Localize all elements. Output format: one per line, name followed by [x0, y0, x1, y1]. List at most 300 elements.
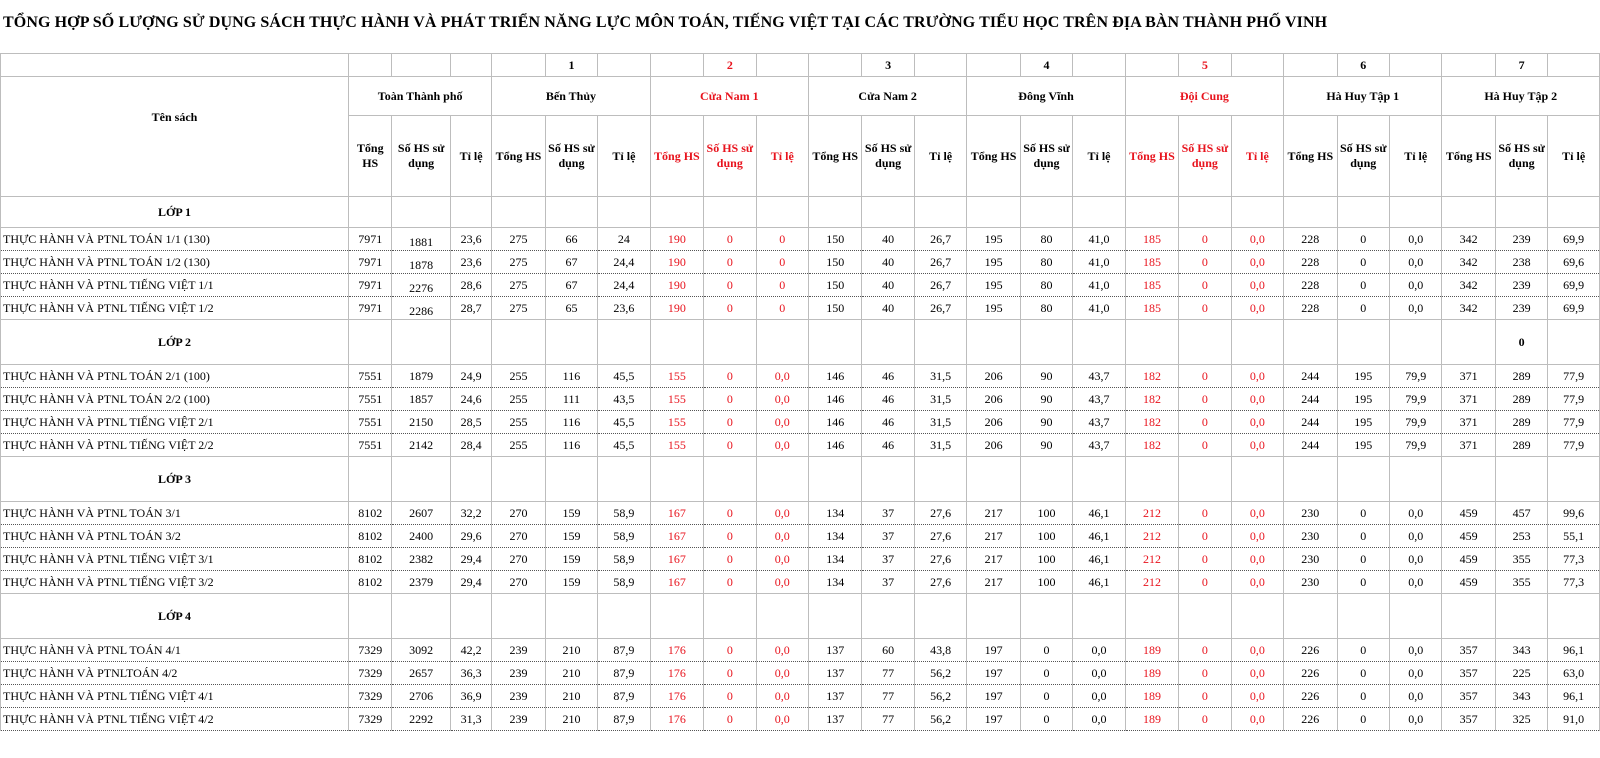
empty-cell — [492, 197, 545, 228]
book-name: THỰC HÀNH VÀ PTNL TOÁN 1/1 (130) — [1, 228, 349, 251]
city-total-students-cell — [349, 411, 392, 434]
school-total-students: 244 — [1284, 411, 1337, 434]
school-total-students: 270 — [492, 525, 545, 548]
school-students-using: 60 — [862, 639, 914, 662]
school-total-students: 195 — [967, 228, 1020, 251]
school-total-students: 217 — [967, 502, 1020, 525]
students-using-header: Số HS sử dụng — [1337, 116, 1389, 197]
school-students-using: 111 — [545, 388, 597, 411]
total-students-header: Tổng HS — [809, 116, 862, 197]
empty-cell — [1442, 320, 1495, 365]
school-ratio: 26,7 — [914, 274, 966, 297]
empty-cell — [545, 197, 597, 228]
city-total-header: Toàn Thành phố — [349, 77, 492, 116]
school-ratio: 0,0 — [1231, 502, 1283, 525]
school-ratio: 43,7 — [1073, 388, 1125, 411]
empty-cell — [349, 320, 392, 365]
empty-cell — [1337, 457, 1389, 502]
grade-label: LỚP 2 — [1, 320, 349, 365]
school-ratio: 27,6 — [914, 525, 966, 548]
school-total-students: 190 — [650, 274, 703, 297]
school-ratio: 77,9 — [1548, 434, 1600, 457]
total-students-header: Tổng HS — [492, 116, 545, 197]
empty-cell — [650, 594, 703, 639]
school-ratio: 0 — [756, 297, 808, 320]
school-ratio: 0,0 — [756, 525, 808, 548]
school-ratio: 87,9 — [598, 639, 650, 662]
school-number: 3 — [862, 54, 914, 77]
school-total-students: 275 — [492, 274, 545, 297]
school-total-students: 212 — [1125, 571, 1178, 594]
city-total-students-cell — [349, 388, 392, 411]
empty-cell — [1020, 197, 1072, 228]
school-students-using: 355 — [1495, 571, 1547, 594]
city-total-students: 7551 — [358, 369, 383, 383]
city-total-students-cell — [349, 548, 392, 571]
school-ratio: 79,9 — [1389, 411, 1441, 434]
empty-cell — [704, 197, 756, 228]
empty-cell — [756, 197, 808, 228]
grade-label: LỚP 1 — [1, 197, 349, 228]
empty-cell — [349, 457, 392, 502]
empty-cell — [545, 594, 597, 639]
school-students-using: 210 — [545, 662, 597, 685]
empty-cell — [450, 594, 491, 639]
school-ratio: 0,0 — [1231, 708, 1283, 731]
school-total-students: 150 — [809, 251, 862, 274]
school-students-using: 0 — [1179, 571, 1231, 594]
school-students-using: 0 — [704, 434, 756, 457]
school-ratio: 69,9 — [1548, 297, 1600, 320]
school-total-students: 176 — [650, 685, 703, 708]
school-students-using: 90 — [1020, 411, 1072, 434]
school-students-using: 67 — [545, 251, 597, 274]
empty-cell — [598, 54, 650, 77]
school-ratio: 41,0 — [1073, 297, 1125, 320]
school-total-students: 190 — [650, 228, 703, 251]
school-total-students: 189 — [1125, 662, 1178, 685]
empty-cell — [1442, 197, 1495, 228]
school-students-using: 116 — [545, 365, 597, 388]
school-total-students: 167 — [650, 525, 703, 548]
total-students-header: Tổng HS — [1442, 116, 1495, 197]
school-ratio: 0,0 — [756, 571, 808, 594]
grade-row — [1, 457, 1600, 502]
school-number: 4 — [1020, 54, 1072, 77]
school-students-using: 0 — [704, 251, 756, 274]
school-students-using: 343 — [1495, 639, 1547, 662]
empty-cell — [1231, 457, 1283, 502]
school-total-students: 195 — [967, 274, 1020, 297]
school-total-students: 212 — [1125, 525, 1178, 548]
school-ratio: 56,2 — [914, 662, 966, 685]
school-total-students: 197 — [967, 685, 1020, 708]
school-ratio: 46,1 — [1073, 548, 1125, 571]
school-students-using: 0 — [704, 685, 756, 708]
school-ratio: 58,9 — [598, 525, 650, 548]
school-total-students: 182 — [1125, 411, 1178, 434]
school-students-using: 80 — [1020, 297, 1072, 320]
empty-cell — [1442, 594, 1495, 639]
grade-label: LỚP 4 — [1, 594, 349, 639]
city-ratio-cell — [450, 365, 491, 388]
school-total-students: 255 — [492, 434, 545, 457]
empty-cell — [809, 54, 862, 77]
table-row — [1, 365, 1600, 388]
empty-cell — [1284, 197, 1337, 228]
school-ratio: 43,7 — [1073, 434, 1125, 457]
school-students-using: 77 — [862, 708, 914, 731]
empty-cell — [598, 594, 650, 639]
school-students-using: 46 — [862, 388, 914, 411]
school-students-using: 0 — [1179, 502, 1231, 525]
school-students-using: 159 — [545, 571, 597, 594]
city-students-using-cell — [392, 297, 451, 320]
empty-cell — [349, 197, 392, 228]
school-ratio: 79,9 — [1389, 365, 1441, 388]
school-ratio: 0,0 — [1389, 662, 1441, 685]
book-name: THỰC HÀNH VÀ PTNL TIẾNG VIỆT 1/2 — [1, 297, 349, 320]
city-total-students: 7971 — [358, 255, 383, 269]
table-row — [1, 708, 1600, 731]
city-students-using-cell — [392, 251, 451, 274]
school-total-students: 244 — [1284, 388, 1337, 411]
book-name: THỰC HÀNH VÀ PTNL TIẾNG VIỆT 1/1 — [1, 274, 349, 297]
school-total-students: 137 — [809, 662, 862, 685]
city-ratio: 23,6 — [460, 255, 482, 269]
school-total-students: 146 — [809, 434, 862, 457]
school-students-using: 289 — [1495, 434, 1547, 457]
school-ratio: 31,5 — [914, 434, 966, 457]
school-total-students: 182 — [1125, 434, 1178, 457]
empty-cell — [392, 457, 451, 502]
school-total-students: 217 — [967, 548, 1020, 571]
empty-cell — [450, 320, 491, 365]
school-ratio: 41,0 — [1073, 251, 1125, 274]
school-students-using: 0 — [1179, 297, 1231, 320]
table-row — [1, 251, 1600, 274]
school-ratio: 96,1 — [1548, 639, 1600, 662]
school-ratio: 24,4 — [598, 274, 650, 297]
city-ratio: 32,2 — [460, 506, 482, 520]
empty-cell — [1179, 197, 1231, 228]
book-name: THỰC HÀNH VÀ PTNL TOÁN 3/2 — [1, 525, 349, 548]
city-students-using: 2657 — [409, 666, 434, 680]
school-total-students: 212 — [1125, 502, 1178, 525]
grade-row — [1, 594, 1600, 639]
city-total-students: 7329 — [358, 643, 383, 657]
school-students-using: 253 — [1495, 525, 1547, 548]
school-total-students: 226 — [1284, 662, 1337, 685]
school-total-students: 342 — [1442, 251, 1495, 274]
school-total-students: 226 — [1284, 639, 1337, 662]
school-total-students: 197 — [967, 708, 1020, 731]
city-ratio: 29,4 — [460, 575, 482, 589]
school-total-students: 239 — [492, 708, 545, 731]
school-students-using: 0 — [1179, 411, 1231, 434]
city-total-students-cell — [349, 639, 392, 662]
school-total-students: 150 — [809, 274, 862, 297]
empty-cell — [1231, 320, 1283, 365]
city-total-students-cell — [349, 502, 392, 525]
school-total-students: 146 — [809, 388, 862, 411]
empty-cell — [1179, 457, 1231, 502]
school-students-using: 289 — [1495, 411, 1547, 434]
empty-cell — [1389, 457, 1441, 502]
school-students-using: 0 — [704, 411, 756, 434]
school-ratio: 27,6 — [914, 548, 966, 571]
school-students-using: 0 — [704, 274, 756, 297]
empty-cell — [1179, 594, 1231, 639]
school-total-students: 197 — [967, 662, 1020, 685]
school-total-students: 459 — [1442, 548, 1495, 571]
school-total-students: 230 — [1284, 525, 1337, 548]
school-ratio: 0,0 — [1073, 685, 1125, 708]
city-students-using: 2142 — [409, 438, 434, 452]
school-students-using: 0 — [1179, 548, 1231, 571]
page-title: TỔNG HỢP SỐ LƯỢNG SỬ DỤNG SÁCH THỰC HÀNH VÀ PHÁT TRIỂN NĂNG LỰC MÔN TOÁN, TIẾNG VIỆT TẠI CÁC TRƯỜNG TIỂU HỌC TRÊN ĐỊA BÀN THÀNH PHỐ VINH — [3, 14, 1328, 31]
school-total-students: 244 — [1284, 365, 1337, 388]
city-ratio: 36,3 — [460, 666, 482, 680]
total-students-header: Tổng HS — [967, 116, 1020, 197]
school-ratio: 0,0 — [756, 708, 808, 731]
school-students-using: 0 — [1179, 274, 1231, 297]
school-total-students: 155 — [650, 411, 703, 434]
school-students-using: 80 — [1020, 228, 1072, 251]
city-total-students-cell — [349, 274, 392, 297]
school-ratio: 0,0 — [756, 365, 808, 388]
book-name: THỰC HÀNH VÀ PTNL TIẾNG VIỆT 3/2 — [1, 571, 349, 594]
empty-cell — [349, 594, 392, 639]
empty-cell — [1284, 320, 1337, 365]
empty-cell — [967, 320, 1020, 365]
students-using-header: Số HS sử dụng — [545, 116, 597, 197]
city-ratio-cell — [450, 708, 491, 731]
city-students-using: 2379 — [409, 575, 434, 589]
school-total-students: 195 — [967, 251, 1020, 274]
school-ratio: 41,0 — [1073, 228, 1125, 251]
empty-cell — [1125, 594, 1178, 639]
school-total-students: 155 — [650, 434, 703, 457]
city-ratio-cell — [450, 297, 491, 320]
city-total-students: 8102 — [358, 529, 383, 543]
table-row — [1, 571, 1600, 594]
school-total-students: 212 — [1125, 548, 1178, 571]
school-students-using: 0 — [1337, 502, 1389, 525]
school-ratio: 46,1 — [1073, 502, 1125, 525]
city-students-using-cell — [392, 502, 451, 525]
ratio-header: Tỉ lệ — [1548, 116, 1600, 197]
empty-cell — [349, 54, 392, 77]
school-ratio: 0,0 — [1231, 525, 1283, 548]
school-total-students: 185 — [1125, 251, 1178, 274]
school-ratio: 77,9 — [1548, 411, 1600, 434]
empty-cell — [862, 594, 914, 639]
school-ratio: 26,7 — [914, 228, 966, 251]
school-ratio: 0,0 — [1389, 525, 1441, 548]
school-ratio: 69,6 — [1548, 251, 1600, 274]
table-row — [1, 274, 1600, 297]
city-total-students-cell — [349, 708, 392, 731]
empty-cell — [1548, 197, 1600, 228]
school-ratio: 0,0 — [756, 662, 808, 685]
school-ratio: 0,0 — [1231, 548, 1283, 571]
empty-cell — [1389, 594, 1441, 639]
city-total-students-cell — [349, 365, 392, 388]
city-students-using: 1878 — [409, 258, 434, 272]
total-students-header: Tổng HS — [1125, 116, 1178, 197]
school-total-students: 206 — [967, 411, 1020, 434]
school-ratio: 0,0 — [756, 639, 808, 662]
school-ratio: 41,0 — [1073, 274, 1125, 297]
school-ratio: 0 — [756, 274, 808, 297]
school-total-students: 371 — [1442, 434, 1495, 457]
school-ratio: 0,0 — [1389, 571, 1441, 594]
ratio-header: Tỉ lệ — [1231, 116, 1283, 197]
school-total-students: 137 — [809, 639, 862, 662]
school-total-students: 182 — [1125, 388, 1178, 411]
school-ratio: 77,9 — [1548, 388, 1600, 411]
school-ratio: 79,9 — [1389, 434, 1441, 457]
school-students-using: 0 — [1179, 365, 1231, 388]
school-total-students: 275 — [492, 251, 545, 274]
empty-cell — [1, 54, 349, 77]
school-students-using: 37 — [862, 548, 914, 571]
empty-cell — [492, 320, 545, 365]
city-total-students-cell — [349, 662, 392, 685]
empty-cell — [1548, 457, 1600, 502]
school-ratio: 0,0 — [1389, 274, 1441, 297]
city-ratio: 31,3 — [460, 712, 482, 726]
school-ratio: 0,0 — [1231, 662, 1283, 685]
empty-cell — [598, 457, 650, 502]
empty-cell — [1231, 54, 1283, 77]
city-ratio: 23,6 — [460, 232, 482, 246]
city-students-using: 2276 — [409, 281, 434, 295]
school-total-students: 176 — [650, 708, 703, 731]
school-ratio: 0 — [756, 228, 808, 251]
school-total-students: 228 — [1284, 228, 1337, 251]
school-ratio: 0,0 — [1231, 639, 1283, 662]
table-row — [1, 548, 1600, 571]
school-number: 6 — [1337, 54, 1389, 77]
city-total-students: 8102 — [358, 506, 383, 520]
school-name-header: Cửa Nam 2 — [809, 77, 967, 116]
city-ratio: 42,2 — [460, 643, 482, 657]
school-students-using: 0 — [1179, 685, 1231, 708]
city-total-students: 7329 — [358, 712, 383, 726]
school-total-students: 155 — [650, 388, 703, 411]
city-total-students-cell — [349, 525, 392, 548]
empty-cell — [756, 320, 808, 365]
empty-cell — [392, 320, 451, 365]
empty-cell — [1125, 197, 1178, 228]
school-total-students: 226 — [1284, 685, 1337, 708]
school-ratio: 99,6 — [1548, 502, 1600, 525]
empty-cell — [1284, 594, 1337, 639]
school-total-students: 167 — [650, 548, 703, 571]
school-name-header: Hà Huy Tập 2 — [1442, 77, 1600, 116]
school-ratio: 23,6 — [598, 297, 650, 320]
empty-cell — [1231, 594, 1283, 639]
school-students-using: 100 — [1020, 502, 1072, 525]
school-ratio: 0,0 — [756, 411, 808, 434]
school-total-students: 146 — [809, 411, 862, 434]
school-students-using: 37 — [862, 571, 914, 594]
empty-cell — [1442, 54, 1495, 77]
school-total-students: 357 — [1442, 662, 1495, 685]
city-students-using: 1879 — [409, 369, 434, 383]
school-total-students: 190 — [650, 297, 703, 320]
school-students-using: 195 — [1337, 365, 1389, 388]
ratio-header: Tỉ lệ — [598, 116, 650, 197]
school-total-students: 371 — [1442, 411, 1495, 434]
total-students-header: Tổng HS — [1284, 116, 1337, 197]
school-students-using: 0 — [704, 708, 756, 731]
school-students-using: 238 — [1495, 251, 1547, 274]
empty-cell — [545, 320, 597, 365]
school-students-using: 195 — [1337, 411, 1389, 434]
school-ratio: 0,0 — [1073, 639, 1125, 662]
school-total-students: 197 — [967, 639, 1020, 662]
students-using-header: Số HS sử dụng — [1495, 116, 1547, 197]
empty-cell — [862, 457, 914, 502]
empty-cell — [1231, 197, 1283, 228]
school-total-students: 239 — [492, 639, 545, 662]
empty-cell — [914, 54, 966, 77]
school-ratio: 77,3 — [1548, 548, 1600, 571]
city-ratio: 29,6 — [460, 529, 482, 543]
school-ratio: 0,0 — [1231, 571, 1283, 594]
city-total-students: 8102 — [358, 552, 383, 566]
school-students-using: 0 — [704, 388, 756, 411]
school-name-header: Đông Vĩnh — [967, 77, 1125, 116]
school-total-students: 342 — [1442, 228, 1495, 251]
school-total-students: 185 — [1125, 274, 1178, 297]
school-ratio: 0,0 — [1231, 434, 1283, 457]
school-students-using: 37 — [862, 502, 914, 525]
school-ratio: 0,0 — [1389, 639, 1441, 662]
students-using-header: Số HS sử dụng — [1179, 116, 1231, 197]
city-total-students: 7971 — [358, 301, 383, 315]
table-row — [1, 685, 1600, 708]
school-ratio: 77,9 — [1548, 365, 1600, 388]
empty-cell — [450, 54, 491, 77]
table-row — [1, 434, 1600, 457]
book-name: THỰC HÀNH VÀ PTNL TIẾNG VIỆT 2/1 — [1, 411, 349, 434]
book-name: THỰC HÀNH VÀ PTNL TIẾNG VIỆT 4/2 — [1, 708, 349, 731]
city-ratio-cell — [450, 411, 491, 434]
grade-row — [1, 197, 1600, 228]
city-students-using: 2382 — [409, 552, 434, 566]
school-students-using: 0 — [1337, 228, 1389, 251]
total-students-header: Tổng HS — [650, 116, 703, 197]
school-students-using: 0 — [1337, 297, 1389, 320]
city-total-students-cell — [349, 228, 392, 251]
school-students-using: 159 — [545, 502, 597, 525]
school-students-using: 116 — [545, 411, 597, 434]
school-students-using: 100 — [1020, 548, 1072, 571]
city-total-students: 7551 — [358, 438, 383, 452]
school-ratio: 58,9 — [598, 571, 650, 594]
city-students-using: 2607 — [409, 506, 434, 520]
school-ratio: 26,7 — [914, 297, 966, 320]
school-total-students: 357 — [1442, 708, 1495, 731]
city-total-students: 7971 — [358, 278, 383, 292]
school-total-students: 270 — [492, 571, 545, 594]
school-total-students: 176 — [650, 662, 703, 685]
school-students-using: 77 — [862, 662, 914, 685]
